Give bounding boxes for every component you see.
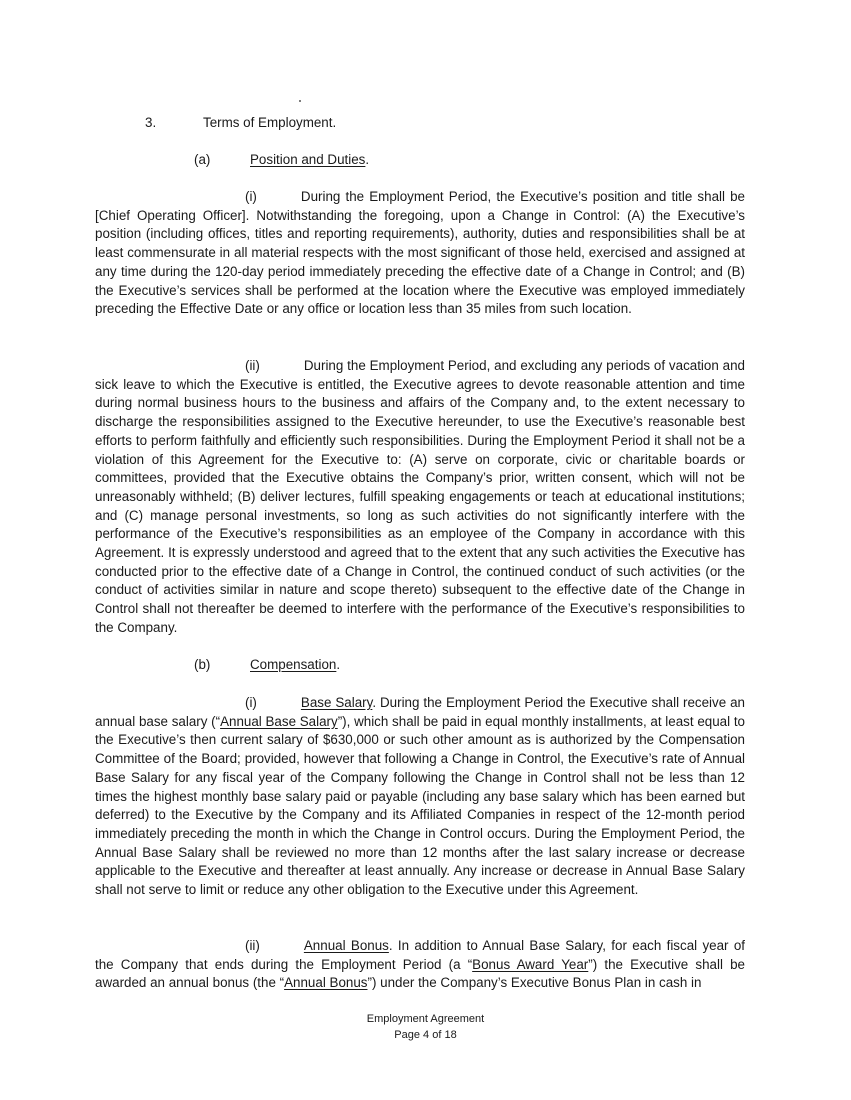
paragraph-b-ii <box>95 937 745 993</box>
paragraph-b-i <box>95 694 745 900</box>
scan-speck <box>299 100 301 102</box>
subsection-b-period: . <box>336 657 341 672</box>
paragraph-b-i-defined-term: Annual Base Salary <box>220 713 338 729</box>
paragraph-b-ii-label: (ii) <box>245 938 260 953</box>
paragraph-b-i-label: (i) <box>245 695 257 710</box>
footer-page-number: Page 4 of 18 <box>394 1028 457 1041</box>
subsection-a-title <box>250 151 369 170</box>
paragraph-a-ii-label: (ii) <box>245 358 260 373</box>
subsection-a-period: . <box>365 152 370 167</box>
paragraph-a-i <box>95 188 745 319</box>
paragraph-a-i-text: During the Employment Period, the Executive’s position and title shall be [Chief Operating Officer]. Notwithstanding the foregoing, upon a Change in Control: (A) the Executive’s position (including offices, titles and reporting requirements), authority, duties and responsibilities shall be at least commensurate in all material respects with the most significant of those held, exercised and assigned at any time during the 120-day period immediately preceding the effective date of a Change in Control; and (B) the Executive’s services shall be performed at the location where the Executive was employed immediately preceding the Effective Date or any office or location less than 35 miles from such location. <box>95 189 745 317</box>
subsection-a-title-text: Position and Duties <box>250 152 366 167</box>
paragraph-b-i-text-2: ”), which shall be paid in equal monthly installments, at least equal to the Executive’s then current salary of $630,000 or such other amount as is authorized by the Compensation Committee of the Board; provided, however that following a Change in Control, the Executive’s rate of Annual Base Salary for any fiscal year of the Company following the Change in Control shall not be less than 12 times the highest monthly base salary paid or payable (including any base salary which has been earned but deferred) to the Executive by the Company and its Affiliated Companies in respect of the 12-month period immediately preceding the month in which the Change in Control occurs. During the Employment Period, the Annual Base Salary shall be reviewed no more than 12 months after the last salary increase or decrease applicable to the Executive and thereafter at least annually. Any increase or decrease in Annual Base Salary shall not serve to limit or reduce any other obligation to the Executive under this Agreement. <box>95 713 745 898</box>
paragraph-b-ii-defined-term-2: Annual Bonus <box>284 975 368 991</box>
paragraph-b-i-text-1: . During the Employment Period the Executive shall receive an annual base salary (“ <box>95 695 746 729</box>
paragraph-b-ii-defined-term-1: Bonus Award Year <box>472 956 589 972</box>
paragraph-b-i-heading: Base Salary <box>300 695 373 710</box>
section-number: 3. <box>145 115 157 130</box>
paragraph-a-i-label: (i) <box>245 189 257 204</box>
subsection-a-label: (a) <box>194 152 211 167</box>
paragraph-b-ii-text-3: ”) under the Company’s Executive Bonus Plan in cash in <box>367 975 702 991</box>
paragraph-b-ii-heading: Annual Bonus <box>303 938 389 953</box>
footer-document-title: Employment Agreement <box>366 1013 485 1025</box>
subsection-b-title <box>250 656 340 675</box>
paragraph-a-ii <box>95 357 745 638</box>
subsection-b-label: (b) <box>194 657 211 672</box>
page-footer <box>0 1012 851 1043</box>
paragraph-a-ii-text: During the Employment Period, and excluding any periods of vacation and sick leave to which the Executive is entitled, the Executive agrees to devote reasonable attention and time during normal business hours to the business and affairs of the Company and, to the extent necessary to discharge the responsibilities assigned to the Executive hereunder, to use the Executive’s reasonable best efforts to perform faithfully and efficiently such responsibilities. During the Employment Period it shall not be a violation of this Agreement for the Executive to: (A) serve on corporate, civic or charitable boards or committees, provided that the Executive obtains the Company’s prior, written consent, which will not be unreasonably withheld; (B) deliver lectures, fulfill speaking engagements or teach at educational institutions; and (C) manage personal investments, so long as such activities do not significantly interfere with the performance of the Executive’s responsibilities as an employee of the Company in accordance with this Agreement. It is expressly understood and agreed that to the extent that any such activities the Executive has conducted prior to the effective date of a Change in Control, the continued conduct of such activities (or the conduct of activities similar in nature and scope thereto) subsequent to the effective date of the Change in Control shall not thereafter be deemed to interfere with the performance of the Executive’s responsibilities to the Company. <box>95 358 745 635</box>
subsection-b-title-text: Compensation <box>250 657 337 672</box>
paragraph-b-ii-text-2: ”) the Executive shall be awarded an annual bonus (the “ <box>95 956 745 991</box>
section-title: Terms of Employment. <box>203 115 337 130</box>
paragraph-b-ii-text-1: . In addition to Annual Base Salary, for each fiscal year of the Company that ends during the Employment Period (a “ <box>95 938 745 972</box>
